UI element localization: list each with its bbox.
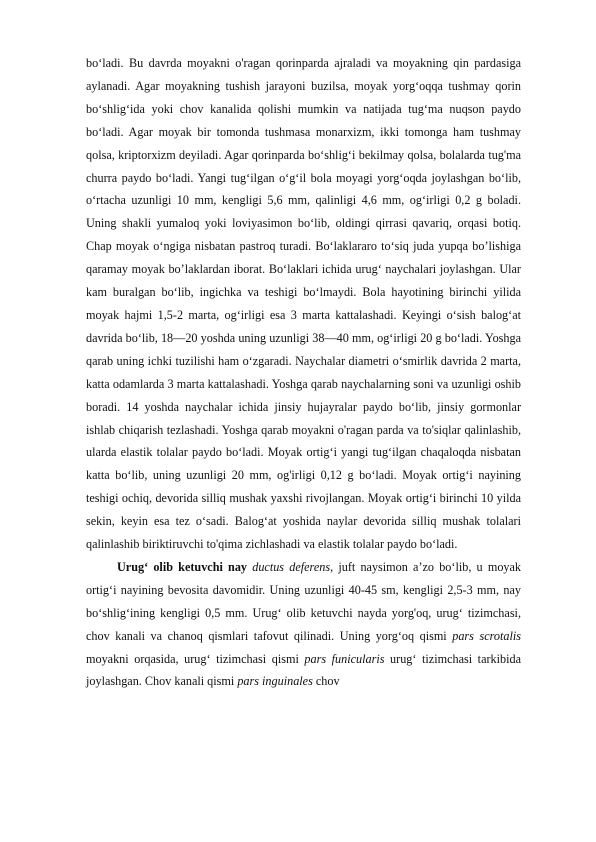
paragraph-text: moyakni orqasida, urug‘ tizimchasi qismi: [86, 651, 305, 666]
paragraph-text: , juft naysimon a’zo bo‘lib, u moyak ortig‘i nayining bevosita davomidir. Uning uzunligi 40-45 sm, kengligi 2,5-3 mm, nay bo‘shlig‘ining kengligi 0,5 mm. Urug‘ olib ketuvchi nayda yorg'oq, urug‘ tizimchasi, chov kanali va chanoq qismlari tafovut qilinadi. Uning yorg‘oq qismi: [86, 559, 522, 643]
latin-term: pars inguinales: [237, 674, 313, 689]
paragraph-text: urug‘ tizimchasi tarkibida joylashgan. Chov kanali qismi: [86, 651, 521, 689]
latin-term: pars scrotalis: [452, 628, 521, 643]
paragraph-text: chov: [312, 674, 340, 689]
bold-term: Urug‘ olib ketuvchi nay: [117, 559, 248, 574]
body-paragraph: bo‘ladi. Bu davrda moyakni o'ragan qorinparda ajraladi va moyakning qin pardasiga aylanadi. Agar moyakning tushish jarayoni buzilsa, moyak yorg‘oqqa tushmay qorin bo‘shlig‘ida yoki chov kanalida qolishi mumkin va natijada tug‘ma nuqson paydo bo‘ladi. Agar moyak bir tomonda tushmasa monarxizm, ikki tomonga ham tushmay qolsa, kriptorxizm deyiladi. Agar qorinparda bo‘shlig‘i bekilmay qolsa, bolalarda tug'ma churra paydo bo‘ladi. Yangi tug‘ilgan o‘g‘il bola moyagi yorg‘oqda joylashgan bo‘lib, o‘rtacha uzunligi 10 mm, kengligi 5,6 mm, qalinligi 4,6 mm, og‘irligi 0,2 g boladi. Uning shakli yumaloq yoki loviyasimon bo‘lib, oldingi qirrasi qavariq, orqasi botiq. Chap moyak o‘ngiga nisbatan pastroq turadi. Bo‘laklararo to‘siq juda yupqa bo’lishiga qaramay moyak bo’laklardan iborat. Bo‘laklari ichida urug‘ naychalari joylashgan. Ular kam buralgan bo‘lib, ingichka va teshigi bo‘lmaydi. Bola hayotining birinchi yilida moyak hajmi 1,5-2 marta, og‘irligi esa 3 marta kattalashadi. Keyingi o‘sish balog‘at davrida bo‘lib, 18—20 yoshda uning uzunligi 38—40 mm, og‘irligi 20 g bo‘ladi. Yoshga qarab uning ichki tuzilishi ham o‘zgaradi. Naychalar diametri o‘smirlik davrida 2 marta, katta odamlarda 3 marta kattalashadi. Yoshga qarab naychalarning soni va uzunligi oshib boradi. 14 yoshda naychalar ichida jinsiy hujayralar paydo bo‘lib, jinsiy gormonlar ishlab chiqarish tezlashadi. Yoshga qarab moyakni o'ragan parda va to'siqlar qalinlashib, ularda elastik tolalar paydo bo‘ladi. Moyak ortig‘i yangi tug‘ilgan chaqaloqda nisbatan katta bo‘lib, uning uzunligi 20 mm, og'irligi 0,12 g bo‘ladi. Moyak ortig‘i nayining teshigi ochiq, devorida silliq mushak yaxshi rivojlangan. Moyak ortig‘i birinchi 10 yilda sekin, keyin esa tez o‘sadi. Balog‘at yoshida naylar devorida silliq mushak tolalari qalinlashib biriktiruvchi to'qima zichlashadi va elastik tolalar paydo bo‘ladi.: [86, 56, 521, 552]
body-paragraph-ductus-deferens: [86, 556, 521, 693]
latin-term: pars funicularis: [304, 651, 385, 666]
latin-term: ductus deferens: [252, 559, 331, 574]
document-page: [86, 52, 521, 693]
